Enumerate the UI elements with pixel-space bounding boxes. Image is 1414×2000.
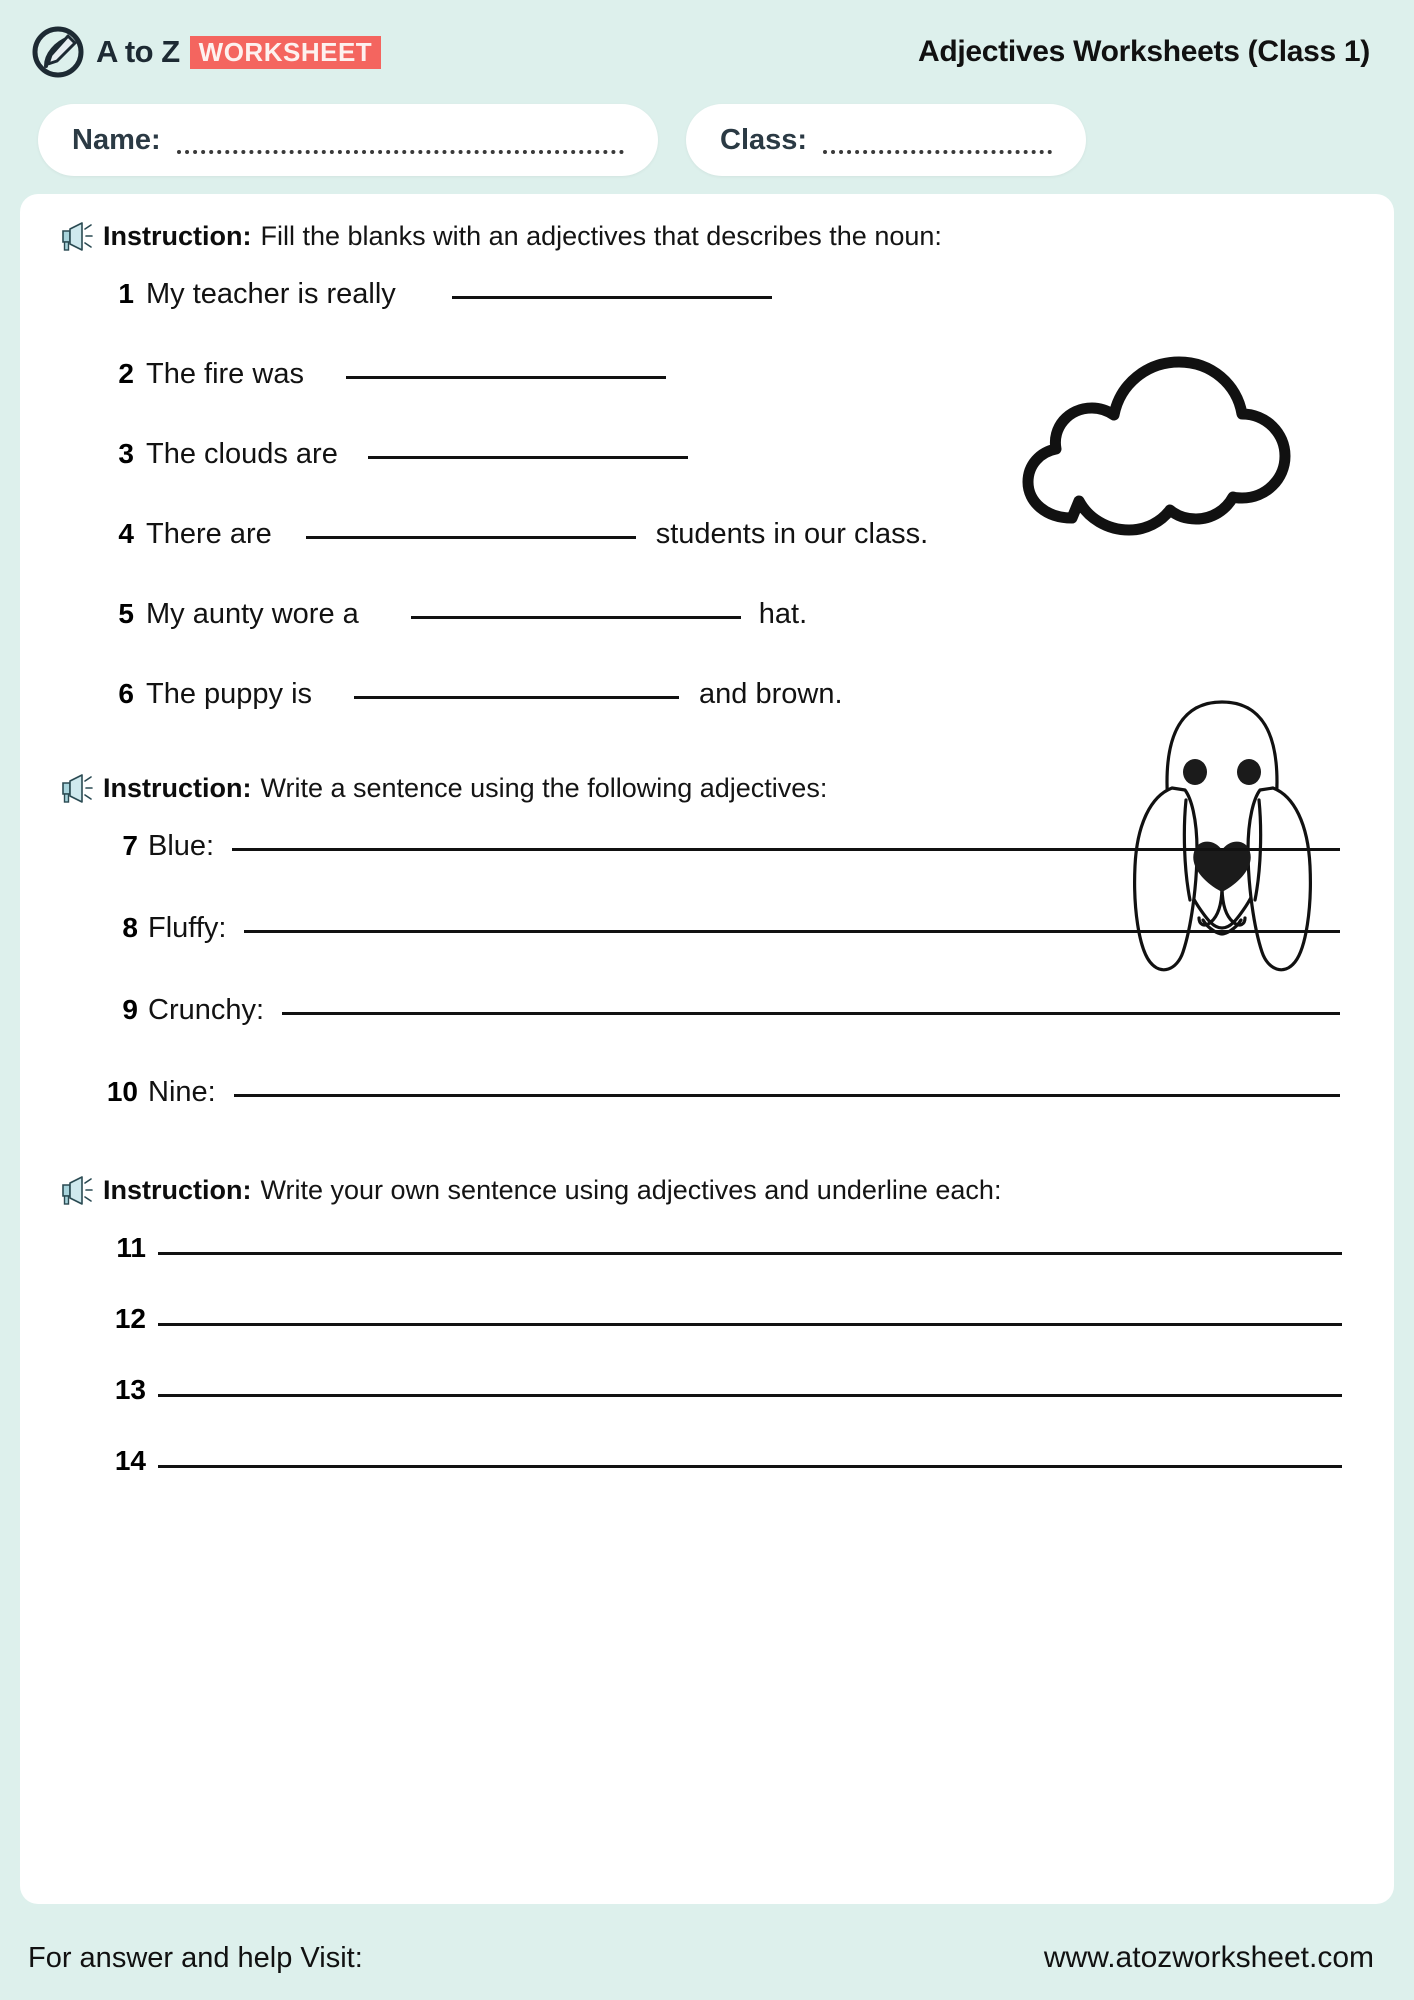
question-row (60, 994, 1354, 1076)
question-number: 5 (118, 598, 134, 629)
question-text: There are (146, 518, 272, 550)
question-list-2 (60, 830, 1354, 1158)
question-text: The fire was (146, 358, 304, 390)
footer-help-text: For answer and help Visit: (28, 1941, 363, 1974)
question-number: 1 (118, 278, 134, 309)
instruction-row-3 (60, 1174, 1354, 1206)
answer-blank[interactable] (282, 1012, 1340, 1015)
question-number: 9 (122, 994, 138, 1025)
pen-in-circle-icon (30, 24, 86, 80)
question-text: The puppy is (146, 678, 313, 710)
question-row (60, 358, 1354, 438)
question-number: 6 (118, 678, 134, 709)
dog-eye-right (1237, 759, 1261, 785)
adjective-word: Blue: (148, 830, 215, 862)
answer-blank[interactable] (354, 696, 679, 699)
question-row (60, 1445, 1354, 1516)
answer-blank[interactable] (158, 1465, 1342, 1468)
question-row (60, 278, 1354, 358)
megaphone-icon (60, 772, 94, 804)
instruction-text-2: Write a sentence using the following adjectives: (260, 772, 828, 803)
question-number: 11 (116, 1232, 146, 1263)
adjective-word: Nine: (148, 1076, 216, 1108)
class-label: Class: (720, 123, 808, 156)
question-row (60, 678, 1354, 758)
question-text-tail: students in our class. (655, 518, 929, 550)
instruction-label-1: Instruction: (103, 220, 252, 251)
name-field[interactable] (38, 104, 658, 176)
question-number: 10 (106, 1076, 138, 1107)
page-footer (0, 1916, 1414, 2000)
question-number: 13 (114, 1374, 146, 1405)
question-number: 7 (122, 830, 138, 861)
answer-blank[interactable] (346, 376, 666, 379)
answer-blank[interactable] (244, 930, 1340, 933)
instruction-text-3: Write your own sentence using adjectives and underline each: (260, 1174, 1002, 1205)
brand-badge: WORKSHEET (190, 36, 382, 69)
question-text-tail: and brown. (699, 678, 843, 710)
dog-eye-left (1183, 759, 1207, 785)
answer-blank[interactable] (234, 1094, 1340, 1097)
answer-blank[interactable] (306, 536, 636, 539)
megaphone-icon (60, 220, 94, 252)
question-list-3 (60, 1232, 1354, 1516)
answer-blank[interactable] (452, 296, 772, 299)
instruction-text-1: Fill the blanks with an adjectives that describes the noun: (260, 220, 942, 251)
brand-name: A to Z (96, 34, 180, 69)
answer-blank[interactable] (158, 1252, 1342, 1255)
question-text: My aunty wore a (146, 598, 359, 630)
question-text: My teacher is really (146, 278, 396, 310)
class-input-line[interactable] (823, 150, 1052, 154)
answer-blank[interactable] (232, 848, 1340, 851)
question-row (60, 830, 1354, 912)
question-row (60, 1076, 1354, 1158)
megaphone-icon (60, 1174, 94, 1206)
answer-blank[interactable] (411, 616, 741, 619)
class-field[interactable] (686, 104, 1086, 176)
page-title: Adjectives Worksheets (Class 1) (917, 35, 1370, 68)
question-row (60, 598, 1354, 678)
adjective-word: Crunchy: (148, 994, 265, 1026)
question-number: 2 (118, 358, 134, 389)
question-number: 12 (114, 1303, 146, 1334)
question-row (60, 912, 1354, 994)
instruction-row-1 (60, 220, 1354, 252)
answer-blank[interactable] (368, 456, 688, 459)
footer-website-link[interactable]: www.atozworksheet.com (1043, 1941, 1374, 1974)
question-row (60, 1232, 1354, 1303)
student-info-bar (0, 104, 1414, 180)
adjective-word: Fluffy: (148, 912, 227, 944)
name-input-line[interactable] (177, 150, 624, 154)
question-text-tail: hat. (758, 598, 808, 630)
question-row (60, 1303, 1354, 1374)
question-number: 8 (122, 912, 138, 943)
name-label: Name: (72, 123, 161, 156)
question-row (60, 438, 1354, 518)
instruction-label-2: Instruction: (103, 772, 252, 803)
answer-blank[interactable] (158, 1323, 1342, 1326)
worksheet-sheet (20, 194, 1394, 1904)
brand-logo (30, 24, 381, 80)
question-list-1 (60, 278, 1354, 758)
answer-blank[interactable] (158, 1394, 1342, 1397)
page-header (0, 0, 1414, 104)
instruction-label-3: Instruction: (103, 1174, 252, 1205)
question-number: 3 (118, 438, 134, 469)
question-number: 14 (114, 1445, 146, 1476)
question-row (60, 518, 1354, 598)
question-row (60, 1374, 1354, 1445)
question-text: The clouds are (146, 438, 338, 470)
question-number: 4 (118, 518, 134, 549)
